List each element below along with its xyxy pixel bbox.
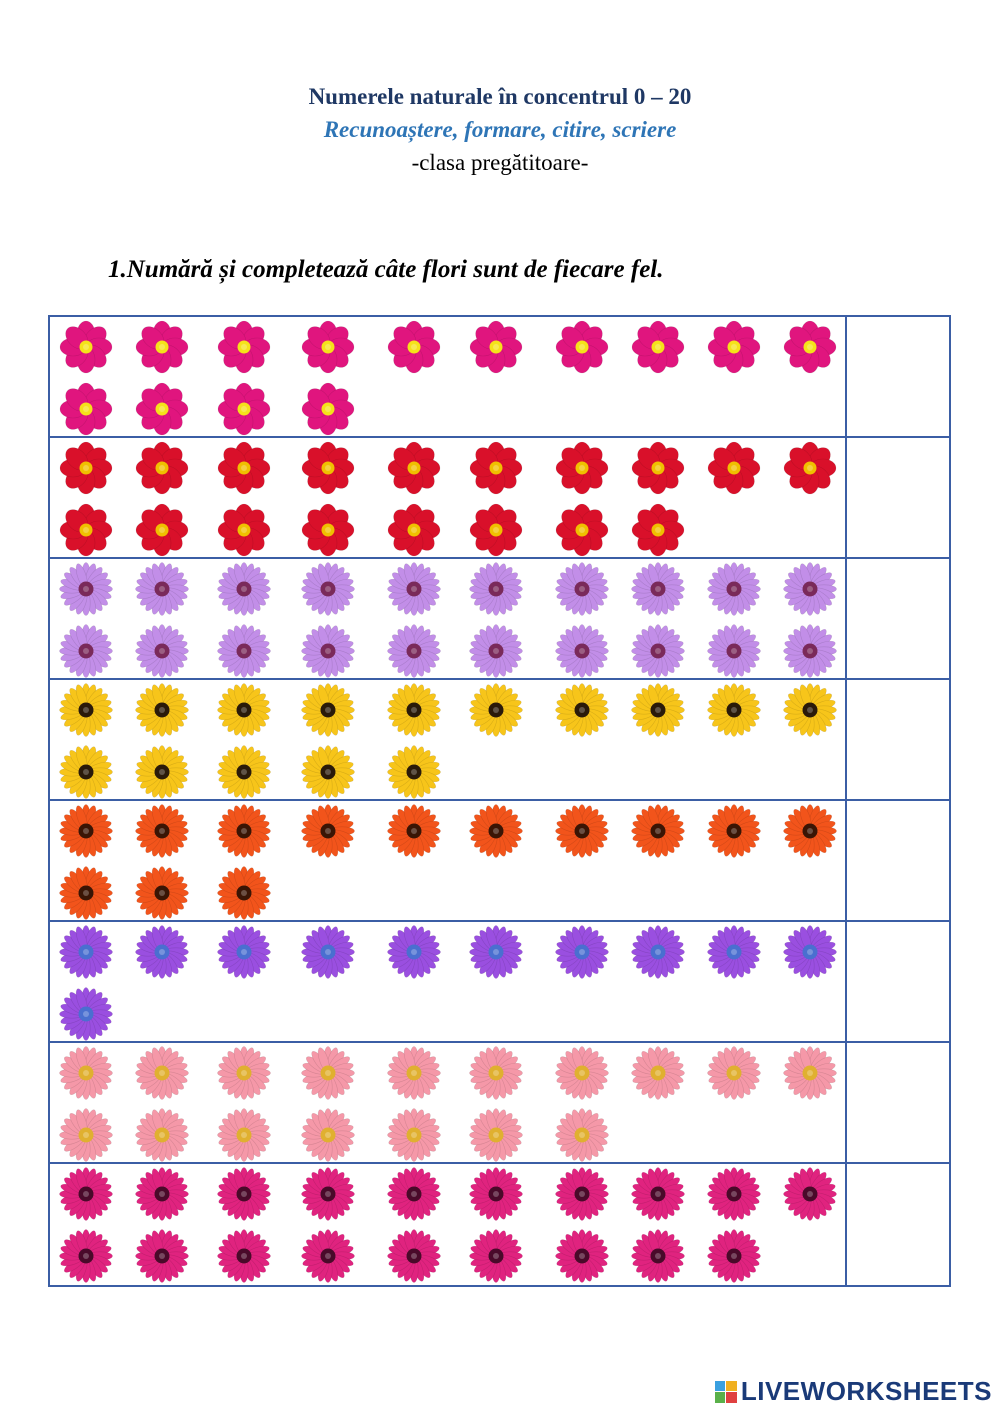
lilac-daisy-icon [386,623,442,679]
hot-pink-gerbera-icon [554,1228,610,1284]
answer-cell[interactable] [845,1164,949,1285]
hot-pink-gerbera-icon [468,1166,524,1222]
red-flower-icon [300,440,356,496]
hot-pink-gerbera-icon [554,1166,610,1222]
worksheet-title: Numerele naturale în concentrul 0 – 20 [308,84,692,109]
lilac-daisy-icon [134,561,190,617]
red-flower-icon [134,440,190,496]
lilac-daisy-icon [58,623,114,679]
pink-gerbera-icon [386,1107,442,1163]
yellow-daisy-icon [782,682,838,738]
yellow-daisy-icon [58,682,114,738]
red-flower-icon [630,502,686,558]
logo-mark-square [715,1392,726,1403]
hot-pink-gerbera-icon [630,1228,686,1284]
table-row [50,559,949,680]
logo-mark-square [726,1392,737,1403]
hot-pink-gerbera-icon [134,1166,190,1222]
yellow-daisy-icon [134,744,190,800]
hot-pink-gerbera-icon [300,1166,356,1222]
pink-gerbera-icon [216,1107,272,1163]
yellow-daisy-icon [706,682,762,738]
magenta-cosmos-flower-icon [782,319,838,375]
lilac-daisy-icon [706,561,762,617]
purple-daisy-icon [554,924,610,980]
red-flower-icon [468,502,524,558]
worksheet-subtitle: Recunoaștere, formare, citire, scriere [323,117,677,142]
lilac-daisy-icon [216,623,272,679]
lilac-daisy-icon [630,623,686,679]
yellow-daisy-icon [300,744,356,800]
purple-daisy-icon [386,924,442,980]
lilac-daisy-icon [300,623,356,679]
pink-gerbera-icon [468,1045,524,1101]
flower-group [50,1164,845,1285]
flower-group [50,1043,845,1162]
liveworksheets-logo [715,1376,992,1407]
flower-group [50,317,845,436]
magenta-cosmos-flower-icon [58,381,114,437]
lilac-daisy-icon [782,623,838,679]
pink-gerbera-icon [386,1045,442,1101]
lilac-daisy-icon [58,561,114,617]
orange-gerbera-icon [134,865,190,921]
lilac-daisy-icon [386,561,442,617]
logo-mark-square [726,1381,737,1392]
hot-pink-gerbera-icon [216,1166,272,1222]
pink-gerbera-icon [630,1045,686,1101]
hot-pink-gerbera-icon [706,1228,762,1284]
answer-cell[interactable] [845,680,949,799]
lilac-daisy-icon [782,561,838,617]
orange-gerbera-icon [134,803,190,859]
flower-group [50,680,845,799]
task-instruction: 1.Numără și completează câte flori sunt de fiecare fel. [108,256,664,283]
orange-gerbera-icon [468,803,524,859]
hot-pink-gerbera-icon [630,1166,686,1222]
orange-gerbera-icon [706,803,762,859]
hot-pink-gerbera-icon [782,1166,838,1222]
table-row [50,801,949,922]
red-flower-icon [554,502,610,558]
hot-pink-gerbera-icon [386,1228,442,1284]
table-row [50,438,949,559]
pink-gerbera-icon [134,1107,190,1163]
purple-daisy-icon [468,924,524,980]
yellow-daisy-icon [554,682,610,738]
pink-gerbera-icon [58,1107,114,1163]
flower-group [50,922,845,1041]
orange-gerbera-icon [386,803,442,859]
magenta-cosmos-flower-icon [216,319,272,375]
lilac-daisy-icon [134,623,190,679]
table-row [50,317,949,438]
red-flower-icon [386,440,442,496]
magenta-cosmos-flower-icon [134,319,190,375]
grade-label: -clasa pregătitoare- [411,150,589,175]
logo-mark-icon [715,1381,737,1403]
lilac-daisy-icon [468,561,524,617]
pink-gerbera-icon [554,1107,610,1163]
pink-gerbera-icon [468,1107,524,1163]
red-flower-icon [216,440,272,496]
answer-cell[interactable] [845,801,949,920]
pink-gerbera-icon [134,1045,190,1101]
purple-daisy-icon [706,924,762,980]
red-flower-icon [782,440,838,496]
magenta-cosmos-flower-icon [386,319,442,375]
red-flower-icon [300,502,356,558]
lilac-daisy-icon [216,561,272,617]
magenta-cosmos-flower-icon [58,319,114,375]
lilac-daisy-icon [554,623,610,679]
red-flower-icon [630,440,686,496]
pink-gerbera-icon [706,1045,762,1101]
orange-gerbera-icon [630,803,686,859]
magenta-cosmos-flower-icon [706,319,762,375]
magenta-cosmos-flower-icon [630,319,686,375]
orange-gerbera-icon [58,803,114,859]
logo-mark-square [715,1381,726,1392]
hot-pink-gerbera-icon [386,1166,442,1222]
red-flower-icon [706,440,762,496]
purple-daisy-icon [216,924,272,980]
table-row [50,1164,949,1285]
orange-gerbera-icon [554,803,610,859]
answer-cell[interactable] [845,317,949,436]
answer-cell[interactable] [845,1043,949,1162]
yellow-daisy-icon [300,682,356,738]
yellow-daisy-icon [386,682,442,738]
yellow-daisy-icon [386,744,442,800]
lilac-daisy-icon [706,623,762,679]
worksheet-header [0,80,1000,179]
pink-gerbera-icon [300,1045,356,1101]
table-row [50,1043,949,1164]
red-flower-icon [58,440,114,496]
lilac-daisy-icon [630,561,686,617]
purple-daisy-icon [630,924,686,980]
pink-gerbera-icon [300,1107,356,1163]
yellow-daisy-icon [630,682,686,738]
red-flower-icon [216,502,272,558]
orange-gerbera-icon [300,803,356,859]
pink-gerbera-icon [554,1045,610,1101]
purple-daisy-icon [58,986,114,1042]
yellow-daisy-icon [216,682,272,738]
table-row [50,922,949,1043]
logo-text: LIVEWORKSHEETS [740,1376,992,1406]
hot-pink-gerbera-icon [134,1228,190,1284]
hot-pink-gerbera-icon [468,1228,524,1284]
hot-pink-gerbera-icon [216,1228,272,1284]
red-flower-icon [386,502,442,558]
hot-pink-gerbera-icon [58,1166,114,1222]
orange-gerbera-icon [216,803,272,859]
pink-gerbera-icon [782,1045,838,1101]
flower-count-table [48,315,951,1287]
orange-gerbera-icon [58,865,114,921]
red-flower-icon [58,502,114,558]
orange-gerbera-icon [782,803,838,859]
flower-group [50,801,845,920]
magenta-cosmos-flower-icon [134,381,190,437]
yellow-daisy-icon [58,744,114,800]
red-flower-icon [554,440,610,496]
answer-cell[interactable] [845,922,949,1041]
yellow-daisy-icon [216,744,272,800]
table-row [50,680,949,801]
lilac-daisy-icon [300,561,356,617]
hot-pink-gerbera-icon [58,1228,114,1284]
hot-pink-gerbera-icon [300,1228,356,1284]
answer-cell[interactable] [845,559,949,678]
purple-daisy-icon [58,924,114,980]
lilac-daisy-icon [468,623,524,679]
flower-group [50,438,845,557]
purple-daisy-icon [300,924,356,980]
red-flower-icon [134,502,190,558]
magenta-cosmos-flower-icon [300,319,356,375]
hot-pink-gerbera-icon [706,1166,762,1222]
yellow-daisy-icon [468,682,524,738]
magenta-cosmos-flower-icon [216,381,272,437]
pink-gerbera-icon [216,1045,272,1101]
orange-gerbera-icon [216,865,272,921]
flower-group [50,559,845,678]
answer-cell[interactable] [845,438,949,557]
lilac-daisy-icon [554,561,610,617]
yellow-daisy-icon [134,682,190,738]
red-flower-icon [468,440,524,496]
magenta-cosmos-flower-icon [554,319,610,375]
purple-daisy-icon [134,924,190,980]
magenta-cosmos-flower-icon [300,381,356,437]
magenta-cosmos-flower-icon [468,319,524,375]
pink-gerbera-icon [58,1045,114,1101]
purple-daisy-icon [782,924,838,980]
